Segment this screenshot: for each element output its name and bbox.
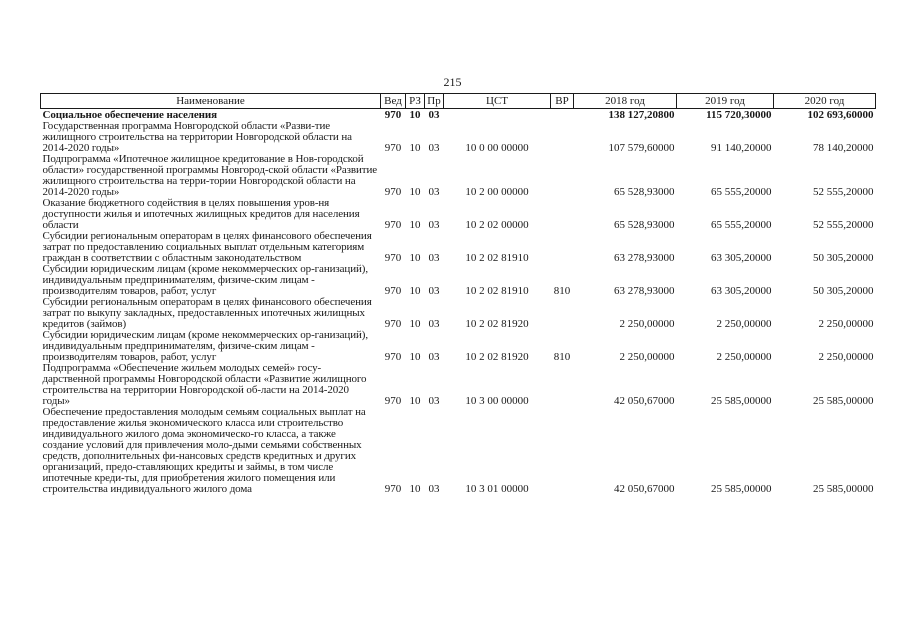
table-row xyxy=(41,231,876,264)
row-name: Государственная программа Новгородской области «Разви-тие жилищного строительства на территории Новгородской области на 2014-2020 годы» xyxy=(42,120,352,154)
header-vr: ВР xyxy=(551,94,574,109)
row-name: Подпрограмма «Обеспечение жильем молодых семей» госу-дарственной программы Новгородской области «Развитие жилищного строительства на территории Новгородской об-ласти на 2014-2020 годы» xyxy=(42,362,367,407)
row-cst: 10 0 00 00000 xyxy=(465,142,529,154)
row-vr xyxy=(551,121,574,154)
row-ved: 970 xyxy=(384,219,402,231)
row-pr: 03 xyxy=(428,318,440,330)
row-rz: 10 xyxy=(409,252,421,264)
row-2018: 2 250,00000 xyxy=(619,318,675,330)
row-2020: 102 693,60000 xyxy=(807,109,874,121)
row-2018: 63 278,93000 xyxy=(614,252,675,264)
row-vr: 810 xyxy=(553,285,571,297)
row-2019: 91 140,20000 xyxy=(711,142,772,154)
header-ved: Вед xyxy=(381,94,406,109)
table-header-row xyxy=(41,94,876,109)
row-vr xyxy=(551,198,574,231)
row-cst: 10 2 02 81910 xyxy=(465,285,529,297)
row-pr: 03 xyxy=(428,142,440,154)
row-name: Субсидии региональным операторам в целях финансового обеспечения затрат по выкупу закладных, предоставленных ипотечных жилищных кредитов (займов) xyxy=(42,296,372,330)
row-vr xyxy=(551,297,574,330)
row-ved: 970 xyxy=(384,142,402,154)
header-cst: ЦСТ xyxy=(444,94,551,109)
row-2020: 50 305,20000 xyxy=(813,252,874,264)
row-rz: 10 xyxy=(409,395,421,407)
header-rz: РЗ xyxy=(406,94,425,109)
row-vr xyxy=(551,154,574,198)
row-ved: 970 xyxy=(384,318,402,330)
row-2020: 78 140,20000 xyxy=(813,142,874,154)
row-ved: 970 xyxy=(384,252,402,264)
row-cst: 10 3 00 00000 xyxy=(465,395,529,407)
row-pr: 03 xyxy=(428,109,440,121)
row-2019: 115 720,30000 xyxy=(706,109,772,121)
row-2020: 2 250,00000 xyxy=(818,351,874,363)
row-2019: 63 305,20000 xyxy=(711,285,772,297)
row-2020: 2 250,00000 xyxy=(818,318,874,330)
row-cst: 10 2 02 81920 xyxy=(465,351,529,363)
row-2018: 65 528,93000 xyxy=(614,186,675,198)
row-rz: 10 xyxy=(409,351,421,363)
budget-table xyxy=(40,93,876,495)
row-pr: 03 xyxy=(428,252,440,264)
row-cst xyxy=(444,109,551,122)
row-2018: 138 127,20800 xyxy=(608,109,675,121)
row-2018: 42 050,67000 xyxy=(614,395,675,407)
row-vr xyxy=(551,231,574,264)
row-pr: 03 xyxy=(428,351,440,363)
row-name: Субсидии региональным операторам в целях финансового обеспечения затрат по предоставлению социальных выплат отдельным категориям граждан в соответствии с областным законодательством xyxy=(42,230,372,264)
row-rz: 10 xyxy=(409,483,421,495)
row-rz: 10 xyxy=(409,186,421,198)
row-ved: 970 xyxy=(384,285,402,297)
row-2020: 50 305,20000 xyxy=(813,285,874,297)
row-rz: 10 xyxy=(409,318,421,330)
row-name: Субсидии юридическим лицам (кроме некоммерческих ор-ганизаций), индивидуальным предпринимателям, физиче-ским лицам - производителям товаров, работ, услуг xyxy=(42,329,369,363)
row-pr: 03 xyxy=(428,483,440,495)
table-row xyxy=(41,121,876,154)
row-vr xyxy=(551,363,574,407)
table-row xyxy=(41,198,876,231)
row-rz: 10 xyxy=(409,219,421,231)
row-2019: 2 250,00000 xyxy=(716,318,772,330)
row-ved: 970 xyxy=(384,351,402,363)
row-name: Оказание бюджетного содействия в целях повышения уров-ня доступности жилья и ипотечных жилищных кредитов для населения области xyxy=(42,197,360,231)
row-2018: 63 278,93000 xyxy=(614,285,675,297)
table-row xyxy=(41,363,876,407)
row-pr: 03 xyxy=(428,395,440,407)
table-row xyxy=(41,407,876,495)
row-rz: 10 xyxy=(409,109,421,121)
row-ved: 970 xyxy=(384,186,402,198)
row-2018: 42 050,67000 xyxy=(614,483,675,495)
row-2019: 65 555,20000 xyxy=(711,219,772,231)
table-row xyxy=(41,297,876,330)
row-vr xyxy=(551,109,574,122)
row-2018: 107 579,60000 xyxy=(608,142,675,154)
row-vr xyxy=(551,407,574,495)
row-name: Субсидии юридическим лицам (кроме некоммерческих ор-ганизаций), индивидуальным предпринимателям, физиче-ским лицам - производителям товаров, работ, услуг xyxy=(42,263,369,297)
row-cst: 10 2 02 81920 xyxy=(465,318,529,330)
table-row xyxy=(41,330,876,363)
row-2018: 65 528,93000 xyxy=(614,219,675,231)
header-2018: 2018 год xyxy=(574,94,677,109)
row-2019: 65 555,20000 xyxy=(711,186,772,198)
header-pr: Пр xyxy=(425,94,444,109)
row-2019: 25 585,00000 xyxy=(711,395,772,407)
row-2019: 2 250,00000 xyxy=(716,351,772,363)
row-2020: 52 555,20000 xyxy=(813,186,874,198)
table-row xyxy=(41,154,876,198)
row-ved: 970 xyxy=(384,109,402,121)
row-name: Подпрограмма «Ипотечное жилищное кредитование в Нов-городской области» государственной программы Новгород-ской области «Развитие жилищного строительства на терри-тории Новгородской области на 2014-2020 годы» xyxy=(42,153,378,198)
row-2019: 25 585,00000 xyxy=(711,483,772,495)
row-cst: 10 2 00 00000 xyxy=(465,186,529,198)
row-ved: 970 xyxy=(384,483,402,495)
row-pr: 03 xyxy=(428,186,440,198)
row-cst: 10 2 02 00000 xyxy=(465,219,529,231)
row-2020: 25 585,00000 xyxy=(813,483,874,495)
row-2020: 52 555,20000 xyxy=(813,219,874,231)
row-pr: 03 xyxy=(428,219,440,231)
row-rz: 10 xyxy=(409,285,421,297)
header-2020: 2020 год xyxy=(774,94,876,109)
row-2020: 25 585,00000 xyxy=(813,395,874,407)
row-2019: 63 305,20000 xyxy=(711,252,772,264)
header-name: Наименование xyxy=(41,94,381,109)
header-2019: 2019 год xyxy=(677,94,774,109)
row-ved: 970 xyxy=(384,395,402,407)
row-name: Обеспечение предоставления молодым семьям социальных выплат на предоставление жилья экономического класса или строительство индивидуального жилого дома экономическо-го класса, а также создание условий для привлечения моло-дыми семьями собственных средств, дополнительных фи-нансовых средств кредитных и других организаций, предо-ставляющих кредиты и займы, в том числе ипотечные креди-ты, для приобретения жилого помещения или строительства индивидуального жилого дома xyxy=(42,406,366,495)
page-number: 215 xyxy=(443,75,462,89)
row-vr: 810 xyxy=(553,351,571,363)
table-row xyxy=(41,264,876,297)
row-rz: 10 xyxy=(409,142,421,154)
row-name: Социальное обеспечение населения xyxy=(42,109,217,121)
row-2018: 2 250,00000 xyxy=(619,351,675,363)
row-cst: 10 2 02 81910 xyxy=(465,252,529,264)
row-cst: 10 3 01 00000 xyxy=(465,483,529,495)
row-pr: 03 xyxy=(428,285,440,297)
